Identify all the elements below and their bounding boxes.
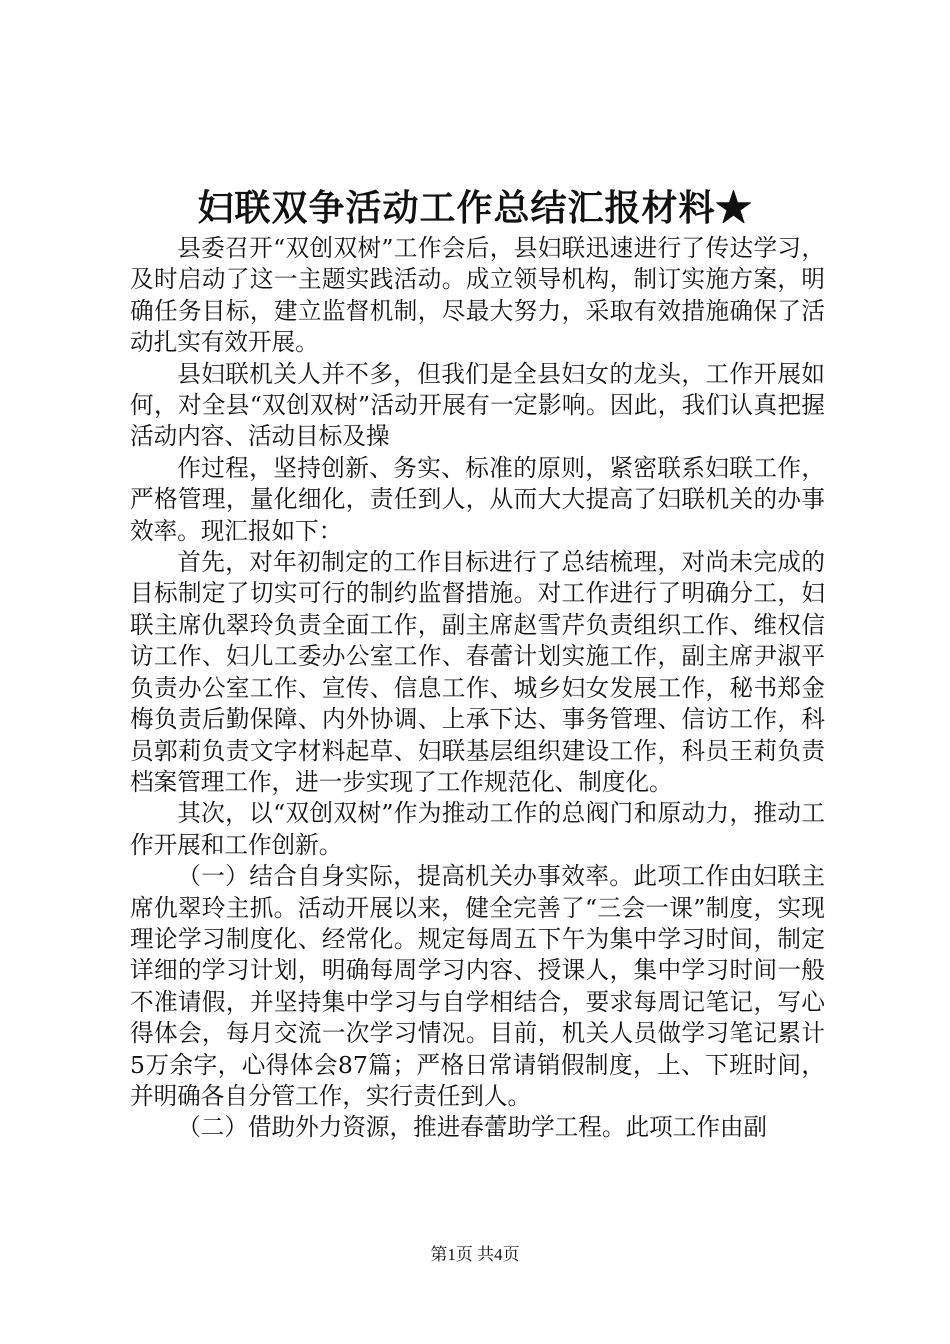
paragraph: 首先，对年初制定的工作目标进行了总结梳理，对尚未完成的目标制定了切实可行的制约监督措施。对工作进行了明确分工，妇联主席仇翠玲负责全面工作，副主席赵雪芹负责组织工作、维权信访工作、妇儿工委办公室工作、春蕾计划实施工作，副主席尹淑平负责办公室工作、宣传、信息工作、城乡妇女发展工作，秘书郑金梅负责后勤保障、内外协调、上承下达、事务管理、信访工作，科员郭莉负责文字材料起草、妇联基层组织建设工作，科员王莉负责档案管理工作，进一步实现了工作规范化、制度化。 [130, 548, 825, 796]
paragraph: （二）借助外力资源，推进春蕾助学工程。此项工作由副 [177, 1113, 768, 1142]
paragraph: （一）结合自身实际，提高机关办事效率。此项工作由妇联主席仇翠玲主抓。活动开展以来，健全完善了“三会一课”制度，实现理论学习制度化、经常化。规定每周五下午为集中学习时间，制定详细的学习计划，明确每周学习内容、授课人，集中学习时间一般不准请假，并坚持集中学习与自学相结合，要求每周记笔记，写心得体会，每月交流一次学习情况。目前，机关人员做学习笔记累计5万余字，心得体会87篇；严格日常请销假制度，上、下班时间，并明确各自分管工作，实行责任到人。 [130, 862, 825, 1110]
document-body [130, 233, 825, 1144]
paragraph: 县妇联机关人并不多，但我们是全县妇女的龙头，工作开展如何，对全县“双创双树”活动开展有一定影响。因此，我们认真把握活动内容、活动目标及操 [130, 359, 825, 451]
paragraph: 作过程，坚持创新、务实、标准的原则，紧密联系妇联工作，严格管理，量化细化，责任到人，从而大大提高了妇联机关的办事效率。现汇报如下： [130, 453, 825, 545]
paragraph: 县委召开“双创双树”工作会后，县妇联迅速进行了传达学习，及时启动了这一主题实践活动。成立领导机构，制订实施方案，明确任务目标，建立监督机制，尽最大努力，采取有效措施确保了活动扎实有效开展。 [130, 234, 825, 357]
paragraph: 其次，以“双创双树”作为推动工作的总阀门和原动力，推动工作开展和工作创新。 [130, 799, 825, 859]
page-footer: 第1页 共4页 [430, 1245, 520, 1264]
document-title: 妇联双争活动工作总结汇报材料★ [197, 187, 753, 229]
